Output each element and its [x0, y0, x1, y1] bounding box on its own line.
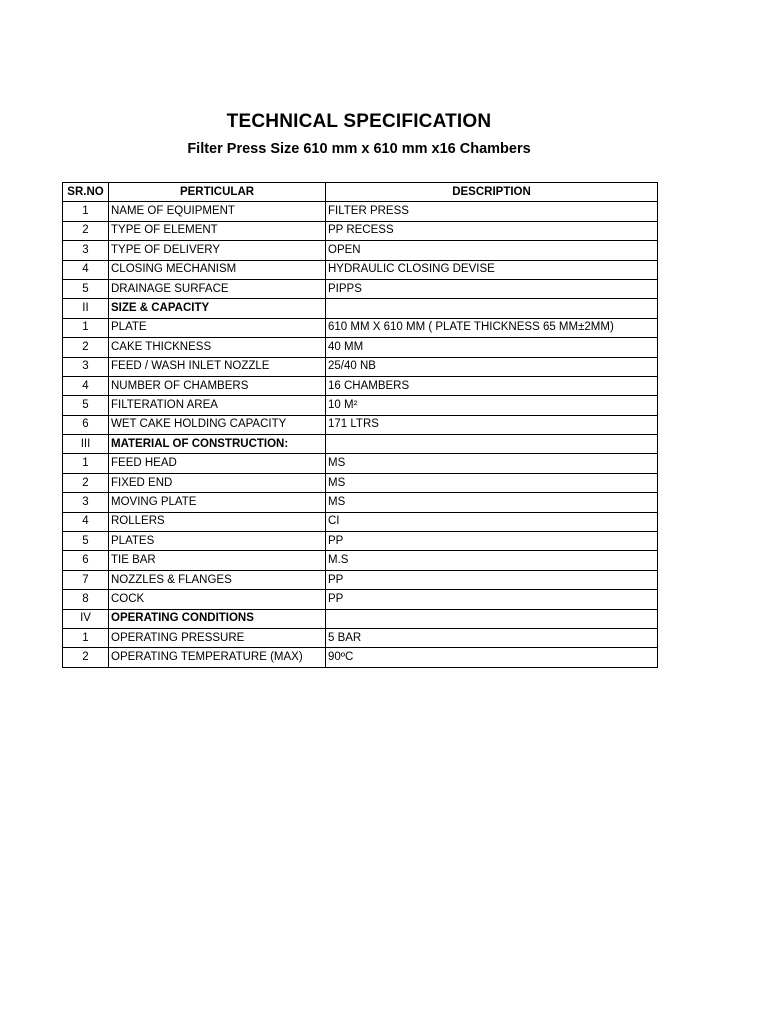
description-cell: PP RECESS: [326, 221, 658, 240]
description-cell: [326, 299, 658, 318]
table-row: [63, 628, 658, 647]
particular-cell: COCK: [109, 590, 326, 609]
particular-cell: FIXED END: [109, 473, 326, 492]
particular-cell: DRAINAGE SURFACE: [109, 279, 326, 298]
document-subtitle: Filter Press Size 610 mm x 610 mm x16 Chambers: [187, 141, 531, 157]
sr-cell: 3: [63, 241, 109, 260]
table-row: [63, 415, 658, 434]
particular-cell: CLOSING MECHANISM: [109, 260, 326, 279]
header-description: DESCRIPTION: [326, 183, 658, 202]
sr-cell: II: [63, 299, 109, 318]
particular-cell: TIE BAR: [109, 551, 326, 570]
table-row: [63, 473, 658, 492]
particular-cell: FILTERATION AREA: [109, 396, 326, 415]
particular-cell: FEED / WASH INLET NOZZLE: [109, 357, 326, 376]
description-cell: 10 M²: [326, 396, 658, 415]
particular-cell: TYPE OF ELEMENT: [109, 221, 326, 240]
description-cell: FILTER PRESS: [326, 202, 658, 221]
sr-cell: 6: [63, 415, 109, 434]
sr-cell: 1: [63, 454, 109, 473]
sr-cell: 1: [63, 202, 109, 221]
particular-cell: OPERATING PRESSURE: [109, 628, 326, 647]
sr-cell: 7: [63, 570, 109, 589]
description-cell: HYDRAULIC CLOSING DEVISE: [326, 260, 658, 279]
table-row: [63, 454, 658, 473]
description-cell: OPEN: [326, 241, 658, 260]
sr-cell: 5: [63, 532, 109, 551]
sr-cell: 3: [63, 357, 109, 376]
description-cell: 25/40 NB: [326, 357, 658, 376]
table-row: [63, 493, 658, 512]
table-row: [63, 202, 658, 221]
sr-cell: 2: [63, 221, 109, 240]
section-row: [63, 435, 658, 454]
particular-cell: OPERATING TEMPERATURE (MAX): [109, 648, 326, 667]
sr-cell: 2: [63, 473, 109, 492]
sr-cell: 5: [63, 279, 109, 298]
particular-cell: ROLLERS: [109, 512, 326, 531]
sr-cell: IV: [63, 609, 109, 628]
particular-cell: MOVING PLATE: [109, 493, 326, 512]
description-cell: [326, 609, 658, 628]
particular-cell: FEED HEAD: [109, 454, 326, 473]
table-row: [63, 532, 658, 551]
section-row: [63, 299, 658, 318]
table-row: [63, 648, 658, 667]
section-title-cell: OPERATING CONDITIONS: [109, 609, 326, 628]
table-row: [63, 279, 658, 298]
section-title-cell: MATERIAL OF CONSTRUCTION:: [109, 435, 326, 454]
table-row: [63, 590, 658, 609]
description-cell: [326, 435, 658, 454]
section-row: [63, 609, 658, 628]
sr-cell: 4: [63, 512, 109, 531]
description-cell: MS: [326, 454, 658, 473]
table-row: [63, 338, 658, 357]
sr-cell: 8: [63, 590, 109, 609]
sr-cell: 5: [63, 396, 109, 415]
description-cell: 610 MM X 610 MM ( PLATE THICKNESS 65 MM±2MM): [326, 318, 658, 337]
sr-cell: 1: [63, 318, 109, 337]
description-cell: MS: [326, 473, 658, 492]
table-row: [63, 357, 658, 376]
header-particular: PERTICULAR: [109, 183, 326, 202]
table-row: [63, 551, 658, 570]
document-title: TECHNICAL SPECIFICATION: [226, 111, 492, 132]
sr-cell: 2: [63, 648, 109, 667]
particular-cell: TYPE OF DELIVERY: [109, 241, 326, 260]
description-cell: 90ºC: [326, 648, 658, 667]
particular-cell: WET CAKE HOLDING CAPACITY: [109, 415, 326, 434]
description-cell: 40 MM: [326, 338, 658, 357]
table-row: [63, 241, 658, 260]
description-cell: PP: [326, 590, 658, 609]
section-title-cell: SIZE & CAPACITY: [109, 299, 326, 318]
particular-cell: NAME OF EQUIPMENT: [109, 202, 326, 221]
table-row: [63, 221, 658, 240]
description-cell: 171 LTRS: [326, 415, 658, 434]
sr-cell: 1: [63, 628, 109, 647]
description-cell: 16 CHAMBERS: [326, 376, 658, 395]
table-row: [63, 260, 658, 279]
description-cell: PIPPS: [326, 279, 658, 298]
description-cell: M.S: [326, 551, 658, 570]
table-header-row: [63, 183, 658, 202]
description-cell: PP: [326, 570, 658, 589]
particular-cell: NOZZLES & FLANGES: [109, 570, 326, 589]
description-cell: CI: [326, 512, 658, 531]
description-cell: 5 BAR: [326, 628, 658, 647]
table-row: [63, 376, 658, 395]
sr-cell: 3: [63, 493, 109, 512]
table-row: [63, 318, 658, 337]
description-cell: MS: [326, 493, 658, 512]
table-row: [63, 512, 658, 531]
sr-cell: III: [63, 435, 109, 454]
particular-cell: CAKE THICKNESS: [109, 338, 326, 357]
table-row: [63, 396, 658, 415]
particular-cell: PLATE: [109, 318, 326, 337]
sr-cell: 2: [63, 338, 109, 357]
sr-cell: 6: [63, 551, 109, 570]
table-row: [63, 570, 658, 589]
particular-cell: NUMBER OF CHAMBERS: [109, 376, 326, 395]
specification-table: [62, 182, 658, 668]
particular-cell: PLATES: [109, 532, 326, 551]
description-cell: PP: [326, 532, 658, 551]
header-sr-no: SR.NO: [63, 183, 109, 202]
sr-cell: 4: [63, 260, 109, 279]
sr-cell: 4: [63, 376, 109, 395]
